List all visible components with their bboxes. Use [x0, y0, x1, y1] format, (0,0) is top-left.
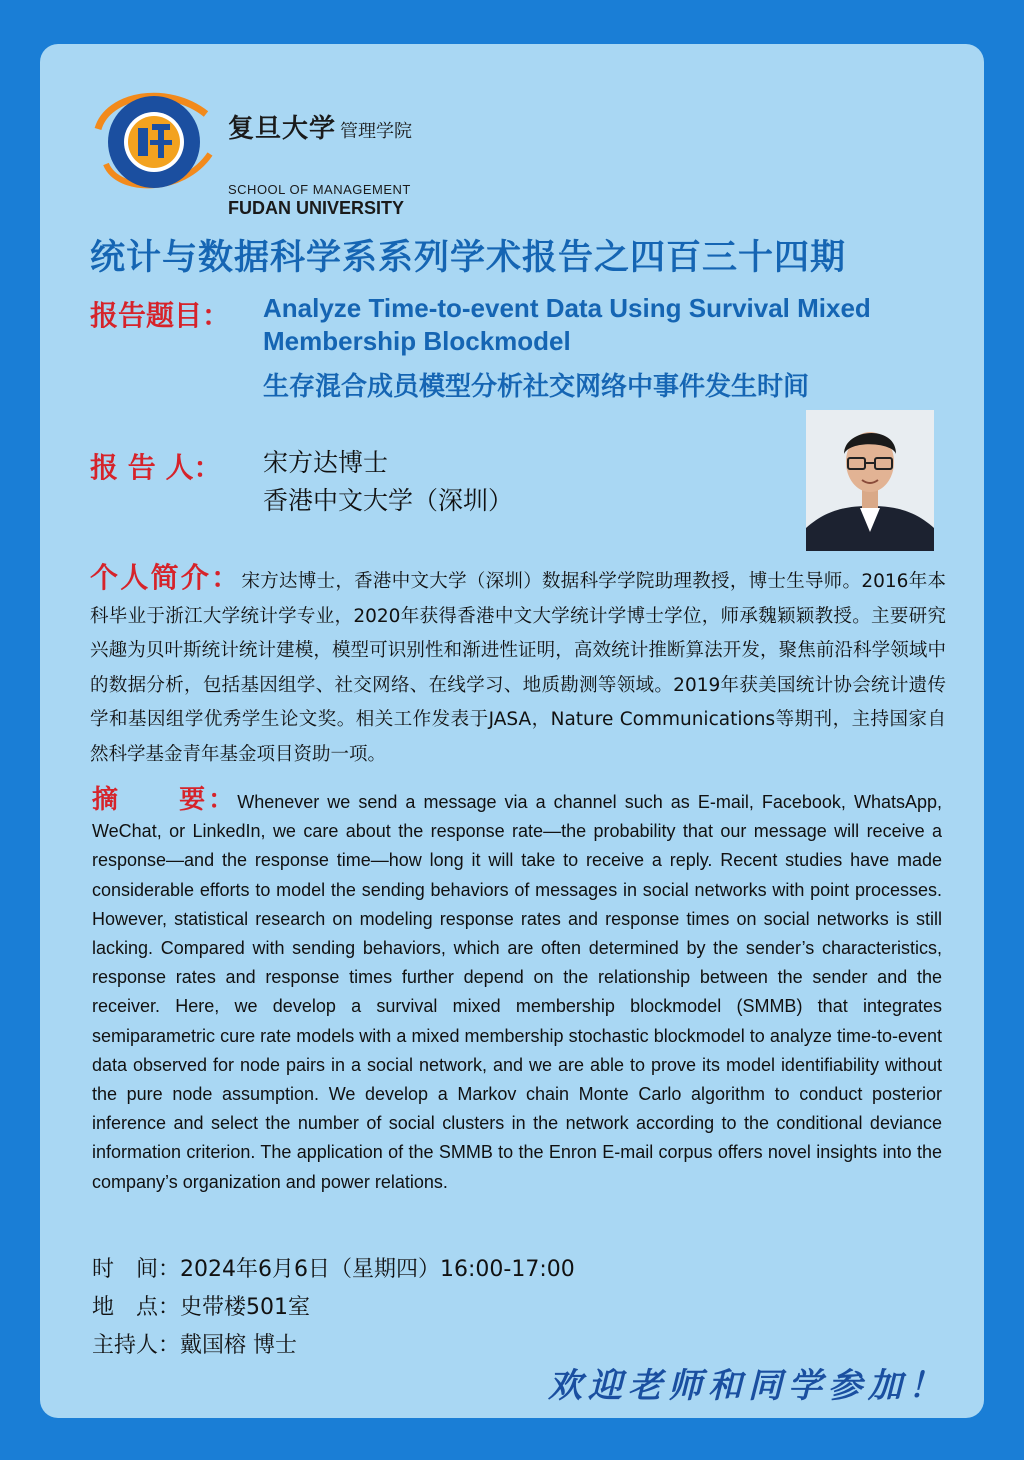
speaker-bio: [90, 561, 946, 772]
speaker-info: [263, 444, 513, 520]
speaker-photo: [806, 410, 934, 551]
logo-school-english: SCHOOL OF MANAGEMENT: [228, 182, 411, 197]
welcome-message: 欢迎老师和同学参加！: [548, 1366, 948, 1406]
talk-title-chinese: 生存混合成员模型分析社交网络中事件发生时间: [263, 372, 810, 402]
bio-label: 个人简介：: [90, 561, 242, 594]
speaker-affiliation: 香港中文大学（深圳）: [263, 486, 514, 515]
event-place: 地 点：史带楼501室: [92, 1295, 310, 1320]
event-time: 时 间：2024年6月6日（星期四）16:00-17:00: [92, 1257, 575, 1282]
speaker-name: 宋方达博士: [263, 448, 389, 477]
bio-text: 宋方达博士，香港中文大学（深圳）数据科学学院助理教授，博士生导师。2016年本科毕业于浙江大学统计学专业，2020年获得香港中文大学统计学博士学位，师承魏颖颖教授。主要研究兴趣为贝叶斯统计统计建模，模型可识别性和渐进性证明，高效统计推断算法开发，聚焦前沿科学领域中的数据分析，包括基因组学、社交网络、在线学习、地质勘测等领域。2019年获美国统计协会统计遗传学和基因组学优秀学生论文奖。相关工作发表于JASA，Nature Communications等期刊，主持国家自然科学基金青年基金项目资助一项。: [90, 571, 946, 765]
speaker-label: 报 告 人：: [90, 451, 222, 484]
speaker-portrait-icon: [806, 410, 934, 551]
talk-title-english: Analyze Time-to-event Data Using Survival Mixed Membership Blockmodel: [263, 293, 871, 356]
abstract-text: Whenever we send a message via a channel such as E-mail, Facebook, WhatsApp, WeChat, or LinkedIn, we care about the response rate—the probability that our message will receive a response—and the response time—how long it will take to receive a reply. Recent studies have made considerable efforts to model the sending behaviors of messages in social networks with point processes. However, statistical research on modeling response rates and response times on social networks is still lacking. Compared with sending behaviors, which are often determined by the sender’s characteristics, response rates and response times further depend on the relationship between the sender and the receiver. Here, we develop a survival mixed membership blockmodel (SMMB) that integrates semiparametric cure rate models with a mixed membership stochastic blockmodel to analyze time-to-event data observed for node pairs in a social network, and we are able to prove its model identifiability without the pure node assumption. We develop a Markov chain Monte Carlo algorithm to conduct posterior inference and select the number of social clusters in the network according to the conditional deviance information criterion. The application of the SMMB to the Enron E-mail corpus offers novel insights into the company’s organization and power relations.: [92, 792, 942, 1192]
series-title: 统计与数据科学系系列学术报告之四百三十四期: [90, 238, 847, 278]
fudan-seal-icon: [88, 84, 218, 194]
talk-label: 报告题目：: [90, 299, 231, 332]
logo-university-english: FUDAN UNIVERSITY: [228, 198, 405, 218]
abstract-label: 摘 要：: [92, 785, 238, 815]
logo-chinese-name: 复旦大学 管理学院: [228, 114, 413, 144]
poster-card: [40, 44, 984, 1418]
abstract: [92, 786, 942, 1197]
event-host: 主持人：戴国榕 博士: [92, 1333, 297, 1358]
school-logo: [88, 84, 428, 218]
